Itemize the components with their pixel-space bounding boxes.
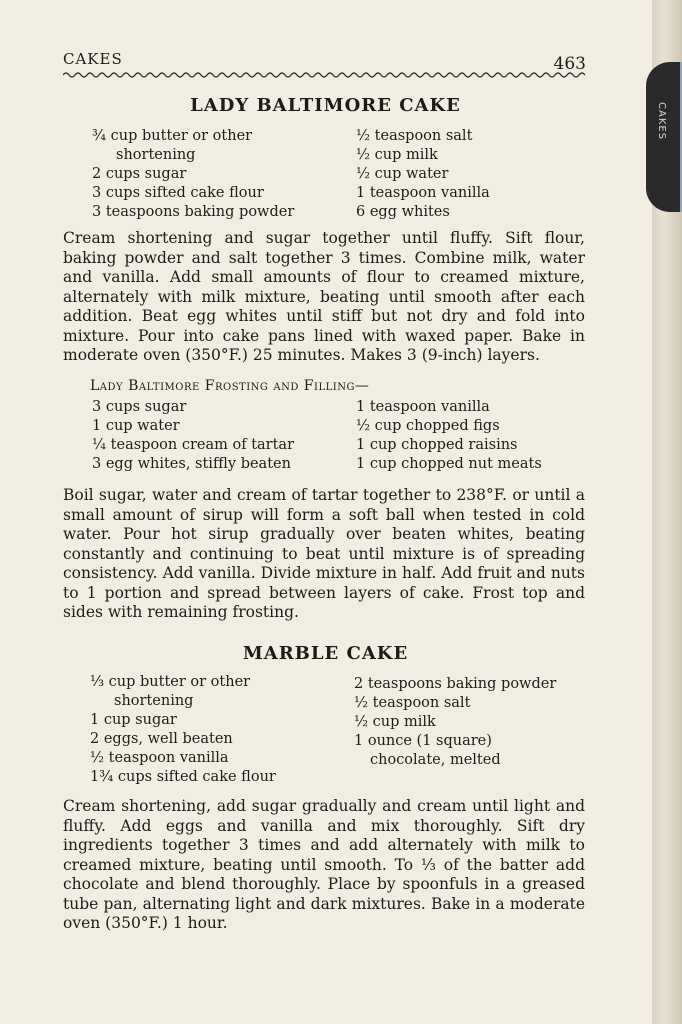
ingredients-left-lady-baltimore	[92, 127, 294, 222]
running-header	[63, 50, 588, 84]
ingredient: 1 cup water	[92, 418, 180, 434]
frosting-title: Lady Baltimore Frosting and Filling—	[90, 378, 370, 394]
ingredient: 3 cups sugar	[92, 399, 187, 415]
ingredient: shortening	[114, 693, 194, 709]
ingredient: 2 eggs, well beaten	[90, 731, 233, 747]
ingredient: ½ teaspoon salt	[356, 128, 473, 144]
ingredient: ½ cup chopped figs	[356, 418, 500, 434]
ingredient: 1 cup chopped raisins	[356, 437, 518, 453]
ingredient: ¼ teaspoon cream of tartar	[92, 437, 294, 453]
ingredient: ½ cup milk	[356, 147, 438, 163]
ingredient: 3 egg whites, stiffly beaten	[92, 456, 291, 472]
ingredients-left-frosting	[92, 398, 294, 474]
ingredient: 6 egg whites	[356, 204, 450, 220]
method-lady-baltimore: Cream shortening and sugar together until fluffy. Sift flour, baking powder and salt together 3 times. Combine milk, water and vanilla. Add small amounts of flour to creamed mixture, alternately with milk mixture, beating until smooth after each addition. Beat egg whites until stiff but not dry and fold into mixture. Pour into cake pans lined with waxed paper. Bake in moderate oven (350°F.) 25 minutes. Makes 3 (9-inch) layers.	[63, 229, 585, 364]
method-marble: Cream shortening, add sugar gradually and cream until light and fluffy. Add eggs and vanilla and mix thoroughly. Sift dry ingredients together 3 times and add alternately with milk to creamed mixture, beating until smooth. To ⅓ of the batter add chocolate and blend thoroughly. Place by spoonfuls in a greased tube pan, alternating light and dark mixtures. Bake in a moderate oven (350°F.) 1 hour.	[63, 797, 585, 932]
ingredients-right-marble	[354, 675, 556, 770]
ingredients-right-lady-baltimore	[356, 127, 490, 222]
wavy-rule	[63, 70, 588, 80]
ingredient: shortening	[116, 147, 196, 163]
ingredient: ½ cup milk	[354, 714, 436, 730]
ingredient: 1 teaspoon vanilla	[356, 185, 490, 201]
ingredient: ¾ cup butter or other	[92, 128, 253, 144]
ingredient: ⅓ cup butter or other	[90, 674, 251, 690]
ingredient: 1¾ cups sifted cake flour	[90, 769, 276, 785]
recipe-title-lady-baltimore: LADY BALTIMORE CAKE	[190, 95, 461, 116]
ingredient: 1 ounce (1 square)	[354, 733, 492, 749]
recipe-title-marble: MARBLE CAKE	[242, 643, 409, 664]
ingredient: 1 cup sugar	[90, 712, 177, 728]
section-tab-label: CAKES	[656, 102, 667, 141]
ingredients-right-frosting	[356, 398, 542, 474]
section-tab[interactable]	[646, 62, 682, 212]
ingredient: ½ cup water	[356, 166, 449, 182]
ingredients-left-marble	[90, 673, 276, 787]
ingredient: ½ teaspoon salt	[354, 695, 471, 711]
section-title: CAKES	[63, 50, 123, 68]
method-frosting: Boil sugar, water and cream of tartar together to 238°F. or until a small amount of sirup will form a soft ball when tested in cold water. Pour hot sirup gradually over beaten whites, beating constantly and continuing to beat until mixture is of spreading consistency. Add vanilla. Divide mixture in half. Add fruit and nuts to 1 portion and spread between layers of cake. Frost top and sides with remaining frosting.	[63, 486, 585, 621]
ingredient: 1 teaspoon vanilla	[356, 399, 490, 415]
ingredient: 3 cups sifted cake flour	[92, 185, 264, 201]
ingredient: 2 teaspoons baking powder	[354, 676, 557, 692]
ingredient: chocolate, melted	[370, 752, 501, 768]
ingredient: 1 cup chopped nut meats	[356, 456, 542, 472]
ingredient: ½ teaspoon vanilla	[90, 750, 229, 766]
ingredient: 3 teaspoons baking powder	[92, 204, 295, 220]
page-number: 463	[553, 54, 586, 74]
ingredient: 2 cups sugar	[92, 166, 187, 182]
